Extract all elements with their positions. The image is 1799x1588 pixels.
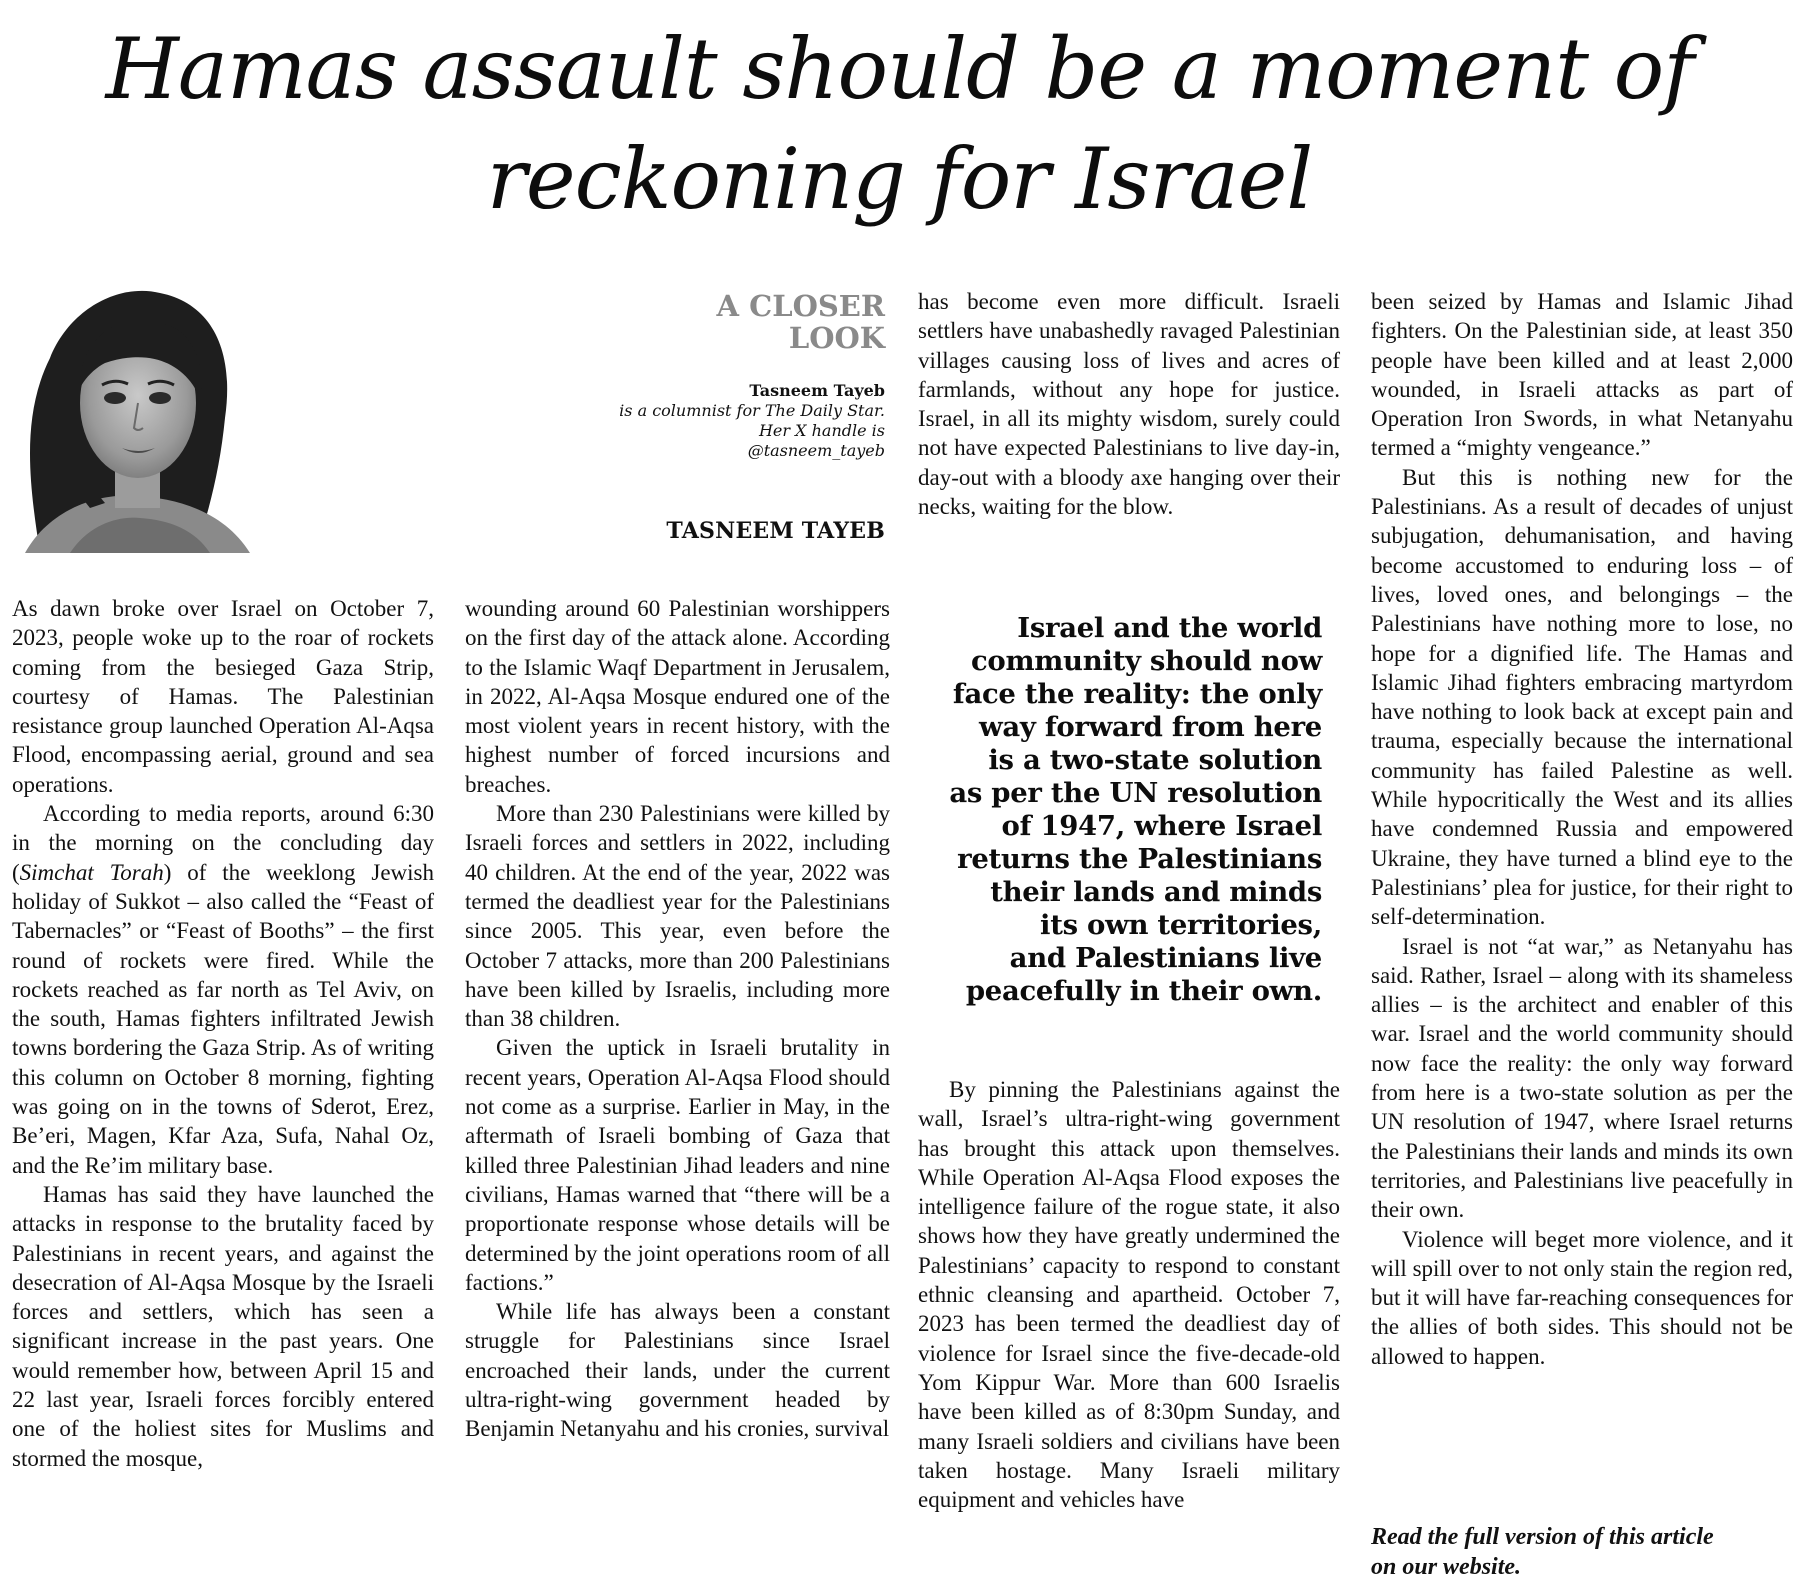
article-paragraph: been seized by Hamas and Islamic Jihad fighters. On the Palestinian side, at least 350 people have been killed and at least 2,000 wounded, in Israeli attacks as part of Operation Iron Swords, in what Netanyahu termed a “mighty vengeance.” — [1371, 289, 1793, 461]
article-column-4 — [1371, 287, 1793, 1371]
article-paragraph: Given the uptick in Israeli brutality in recent years, Operation Al-Aqsa Flood should not come as a surprise. Earlier in May, in the aftermath of Israeli bombing of Gaza that killed three Palestinian Jihad leaders and nine civilians, Hamas warned that “there will be a proportionate response whose details will be determined by the joint operations room of all factions.” — [465, 1035, 890, 1295]
author-portrait-image — [10, 268, 260, 553]
pull-quote-line: returns the Palestinians — [957, 843, 1322, 875]
byline: TASNEEM TAYEB — [666, 518, 885, 544]
author-bio-name: Tasneem Tayeb — [749, 381, 885, 400]
headline — [0, 14, 1799, 234]
article-paragraph: Violence will beget more violence, and it will spill over to not only stain the region red, but it will have far-reaching consequences for the allies of both sides. This should not be allowed to happen. — [1371, 1226, 1793, 1369]
article-column-1 — [12, 594, 434, 1473]
author-bio — [560, 401, 885, 461]
article-paragraph: As dawn broke over Israel on October 7, 2023, people woke up to the roar of rockets coming from the besieged Gaza Strip, courtesy of Hamas. The Palestinian resistance group launched Operation Al-Aqsa Flood, encompassing aerial, ground and sea operations. — [12, 596, 434, 797]
article-paragraph: But this is nothing new for the Palestinians. As a result of decades of unjust subjugation, dehumanisation, and having become accustomed to enduring loss – of lives, loved ones, and belongings – the Palestinians have nothing more to lose, no hope for a dignified life. The Hamas and Islamic Jihad fighters embracing martyrdom have nothing to look back at except pain and trauma, especially because the international community has failed Palestine as well. While hypocritically the West and its allies have condemned Russia and empowered Ukraine, they have turned a blind eye to the Palestinians’ plea for justice, for their right to self-determination. — [1371, 464, 1793, 930]
pull-quote-line: is a two-state solution — [988, 744, 1322, 776]
pull-quote-line: of 1947, where Israel — [1001, 810, 1322, 842]
column-label-line-2: LOOK — [788, 321, 885, 355]
column-label-line-1: A CLOSER — [716, 289, 885, 323]
pull-quote-line: as per the UN resolution — [949, 777, 1322, 809]
headline-line-2: reckoning for Israel — [486, 130, 1313, 228]
read-more-line-1: Read the full version of this article — [1371, 1524, 1714, 1550]
article-paragraph: Israel is not “at war,” as Netanyahu has said. Rather, Israel – along with its shameless allies – is the architect and enabler of this war. Israel and the world community should now face the reality: the only way forward from here is a two-state solution as per the UN resolution of 1947, where Israel returns the Palestinians their lands and minds its own territories, and Palestinians live peacefully in their own. — [1371, 933, 1793, 1223]
article-paragraph: According to media reports, around 6:30 in the morning on the concluding day (Simchat Torah) of the weeklong Jewish holiday of Sukkot – also called the “Feast of Tabernacles” or “Feast of Booths” – the first round of rockets were fired. While the rockets reached as far north as Tel Aviv, on the south, Hamas fighters infiltrated Jewish towns bordering the Gaza Strip. As of writing this column on October 8 morning, fighting was going on in the towns of Sderot, Erez, Be’eri, Magen, Kfar Aza, Sufa, Nahal Oz, and the Re’im military base. — [12, 801, 434, 1178]
article-paragraph: While life has always been a constant struggle for Palestinians since Israel encroached their lands, under the current ultra-right-wing government headed by Benjamin Netanyahu and his cronies, survival — [465, 1299, 890, 1442]
author-bio-line-2: Her X handle is — [758, 421, 885, 440]
article-paragraph: By pinning the Palestinians against the wall, Israel’s ultra-right-wing government has brought this attack upon themselves. While Operation Al-Aqsa Flood exposes the intelligence failure of the rogue state, it also shows how they have greatly undermined the Palestinians’ capacity to respond to constant ethnic cleansing and apartheid. October 7, 2023 has been termed the deadliest day of violence for Israel since the five-decade-old Yom Kippur War. More than 600 Israelis have been killed as of 8:30pm Sunday, and many Israeli soldiers and civilians have been taken hostage. Many Israeli military equipment and vehicles have — [918, 1077, 1340, 1513]
pull-quote-line: community should now — [970, 645, 1322, 677]
article-paragraph: More than 230 Palestinians were killed by Israeli forces and settlers in 2022, including 40 children. At the end of the year, 2022 was termed the deadliest year for the Palestinians since 2005. This year, even before the October 7 attacks, more than 200 Palestinians have been killed by Israelis, including more than 38 children. — [465, 801, 890, 1032]
pull-quote — [940, 612, 1322, 1008]
pull-quote-line: way forward from here — [979, 711, 1322, 743]
article-column-3-bottom — [918, 1075, 1340, 1514]
article-column-2 — [465, 594, 890, 1444]
pull-quote-line: and Palestinians live — [1009, 942, 1322, 974]
article-column-3-top — [918, 287, 1340, 521]
author-bio-line-1: is a columnist for The Daily Star. — [619, 401, 885, 420]
headline-line-1: Hamas assault should be a moment of — [105, 20, 1694, 118]
pull-quote-line: peacefully in their own. — [965, 975, 1322, 1007]
pull-quote-line: their lands and minds — [990, 876, 1322, 908]
author-photo — [10, 268, 260, 553]
pull-quote-line: Israel and the world — [1017, 612, 1322, 644]
article-paragraph: wounding around 60 Palestinian worshippers on the first day of the attack alone. According to the Islamic Waqf Department in Jerusalem, in 2022, Al-Aqsa Mosque endured one of the most violent years in recent history, with the highest number of forced incursions and breaches. — [465, 596, 890, 797]
column-label — [600, 290, 885, 354]
author-bio-line-3: @tasneem_tayeb — [747, 441, 885, 460]
article-paragraph: has become even more difficult. Israeli settlers have unabashedly ravaged Palestinian villages causing loss of lives and acres of farmlands, without any hope for justice. Israel, in all its mighty wisdom, surely could not have expected Palestinians to live day-in, day-out with a bloody axe hanging over their necks, waiting for the blow. — [918, 289, 1340, 520]
read-more-line-2: on our website. — [1371, 1553, 1522, 1580]
read-more-note — [1371, 1523, 1793, 1582]
pull-quote-line: face the reality: the only — [952, 678, 1322, 710]
pull-quote-line: its own territories, — [1040, 909, 1322, 941]
article-paragraph: Hamas has said they have launched the attacks in response to the brutality faced by Palestinians in recent years, and against the desecration of Al-Aqsa Mosque by the Israeli forces and settlers, which has seen a significant increase in the past years. One would remember how, between April 15 and 22 last year, Israeli forces forcibly entered one of the holiest sites for Muslims and stormed the mosque, — [12, 1181, 434, 1471]
